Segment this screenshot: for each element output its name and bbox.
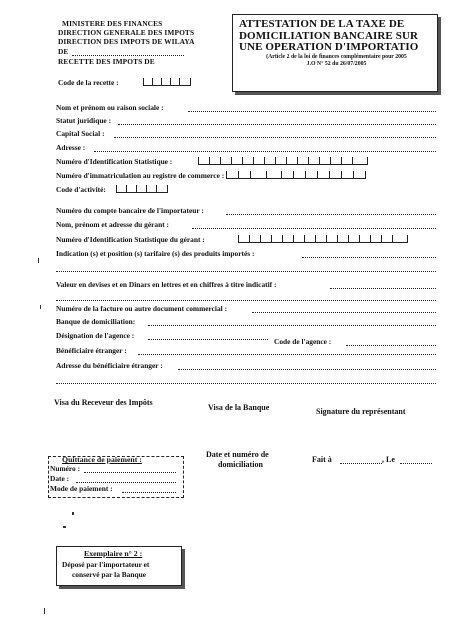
capital-field[interactable] (114, 137, 436, 138)
domiciliation-line-2: domiciliation (218, 460, 263, 469)
banque-field[interactable] (148, 325, 436, 326)
exemplaire-title: Exemplaire n° 2 : (84, 549, 143, 558)
header-direction-wilaya: DIRECTION DES IMPOTS DE WILAYA (58, 37, 195, 46)
registre-boxes[interactable] (226, 171, 366, 179)
quittance-numero-label: Numéro : (50, 464, 81, 473)
title-article: (Article 2 de la loi de finances complémentaire pour 2005 (266, 53, 407, 60)
valeur-field-2[interactable] (56, 300, 436, 301)
adresse-beneficiaire-field[interactable] (178, 369, 436, 370)
header-recette: RECETTE DES IMPOTS DE (58, 57, 155, 66)
nis-gerant-boxes[interactable] (238, 235, 408, 243)
quittance-date-label: Date : (50, 474, 70, 483)
indication-field[interactable] (302, 257, 436, 258)
adresse-field[interactable] (94, 151, 436, 152)
adresse-beneficiaire-label: Adresse du bénéficiaire étranger : (56, 361, 163, 370)
nom-raison-field[interactable] (188, 111, 436, 112)
code-agence-label: Code de l'agence : (274, 337, 332, 346)
header-de-line[interactable] (72, 55, 184, 56)
adresse-label: Adresse : (56, 143, 86, 152)
code-recette-boxes[interactable] (143, 78, 191, 86)
nis-boxes[interactable] (198, 157, 368, 165)
title-line-2: DOMICILIATION BANCAIRE SUR (239, 29, 419, 42)
nom-raison-label: Nom et prénom ou raison sociale : (56, 103, 164, 112)
adresse-beneficiaire-field-2[interactable] (56, 383, 436, 384)
scan-speck (44, 608, 45, 614)
indication-field-2[interactable] (56, 271, 436, 272)
gerant-label: Nom, prénom et adresse du gérant : (56, 220, 169, 229)
domiciliation-line-1: Date et numéro de (206, 450, 269, 459)
agence-label: Désignation de l'agence : (56, 331, 135, 340)
facture-label: Numéro de la facture ou autre document commercial : (56, 304, 228, 313)
banque-label: Banque de domiciliation: (56, 317, 136, 326)
le-field[interactable] (400, 463, 432, 464)
title-line-1: ATTESTATION DE LA TAXE DE (239, 18, 405, 30)
fait-field[interactable] (340, 463, 382, 464)
registre-label: Numéro d'immatriculation au registre de commerce : (56, 171, 225, 180)
quittance-numero-field[interactable] (84, 472, 176, 473)
nis-gerant-label: Numéro d'Identification Statistique du gérant : (56, 235, 205, 244)
statut-field[interactable] (118, 124, 436, 125)
scan-speck (38, 258, 39, 263)
title-jo: J.O N° 52 du 26/07/2005 (306, 60, 367, 67)
code-agence-field[interactable] (346, 345, 436, 346)
capital-label: Capital Social : (56, 129, 105, 138)
header-direction-generale: DIRECTION GENERALE DES IMPOTS (58, 28, 195, 37)
valeur-label: Valeur en devises et en Dinars en lettres et en chiffres à titre indicatif : (56, 280, 277, 289)
le-label: , Le (382, 455, 395, 464)
visa-receveur: Visa du Receveur des Impôts (54, 398, 153, 407)
header-ministry: MINISTERE DES FINANCES (62, 19, 163, 28)
exemplaire-line-1: Déposé par l'importateur et (62, 560, 150, 569)
header-de: DE (58, 47, 69, 56)
code-activite-label: Code d'activité: (56, 185, 106, 194)
attestation-title-box (232, 14, 438, 92)
code-activite-boxes[interactable] (116, 185, 168, 193)
fait-label: Fait à (312, 455, 332, 464)
scan-speck (72, 512, 74, 515)
quittance-mode-field[interactable] (122, 492, 176, 493)
nis-label: Numéro d'Identification Statistique : (56, 157, 173, 166)
code-recette-label: Code de la recette : (58, 78, 119, 87)
visa-banque: Visa de la Banque (208, 403, 270, 412)
indication-label: Indication (s) et position (s) tarifaire (s) des produits importés : (56, 249, 255, 258)
compte-bancaire-label: Numéro du compte bancaire de l'importateur : (56, 206, 204, 215)
scan-speck (63, 526, 66, 528)
beneficiaire-label: Bénéficiaire étranger : (56, 346, 127, 355)
title-line-3: UNE OPERATION D'IMPORTATIO (239, 41, 419, 53)
quittance-title: Quittance de paiement : (62, 455, 142, 464)
statut-label: Statut juridique : (56, 116, 112, 125)
facture-field[interactable] (252, 312, 436, 313)
exemplaire-line-2: conservé par la Banque (72, 570, 146, 579)
signature-representant: Signature du représentant (316, 407, 406, 416)
quittance-date-field[interactable] (76, 482, 176, 483)
scan-speck (40, 305, 41, 309)
valeur-field[interactable] (330, 288, 436, 289)
beneficiaire-field[interactable] (138, 354, 436, 355)
gerant-field[interactable] (192, 228, 436, 229)
compte-bancaire-field[interactable] (226, 214, 436, 215)
quittance-mode-label: Mode de paiement : (50, 484, 113, 493)
agence-field[interactable] (148, 339, 268, 340)
